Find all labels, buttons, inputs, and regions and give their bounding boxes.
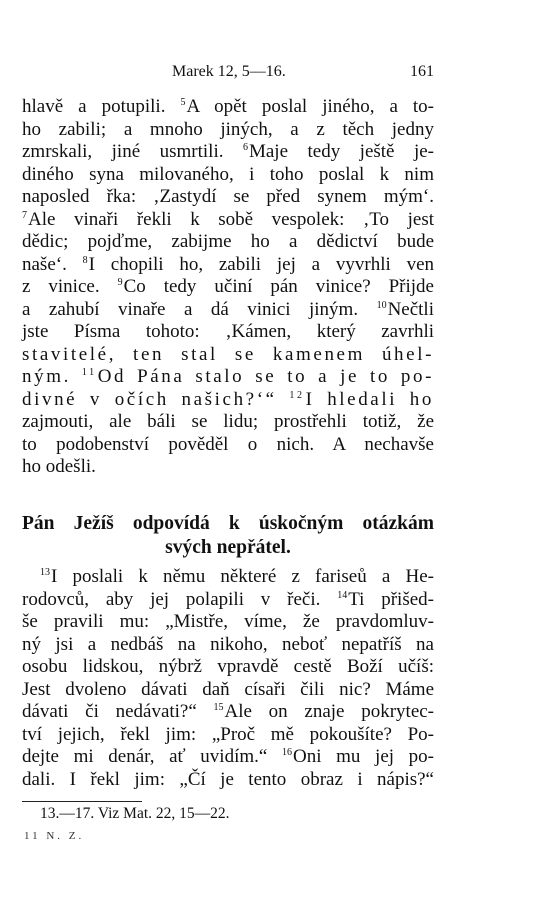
text-line [22,456,434,479]
text-run: Maje tedy ještě je- [248,141,435,162]
footnote-rule [22,801,142,802]
text-line [22,321,434,344]
text-run: Co tedy učiní pán vinice? Přijde [123,276,434,297]
text-run: tví jejich, řekl jim: „Proč mě pokoušíte? Po- [22,723,434,745]
text-run: I chopili ho, zabili jej a vyvrhli ven [88,253,434,275]
text-run: ným. [22,366,82,387]
text-run: A opět poslal jiného, a to- [186,96,434,117]
text-run: osobu lidskou, nýbrž vpravdě cestě Boží učíš: [22,656,434,677]
verse-number: 16 [281,747,292,758]
text-line [22,299,434,322]
page-number: 161 [410,63,434,80]
text-run: zajmouti, ale báli se lidu; prostřehli totiž, že [22,411,434,432]
paragraph-tribute-question [22,566,434,791]
text-line [22,164,434,187]
text-run: to podobenství pověděl o nich. A nechavše [22,433,434,455]
paragraph-parable-vineyard [22,96,434,479]
verse-number: 15 [213,702,224,713]
text-line [22,276,434,299]
verse-number: 5 [180,97,186,108]
text-run: Oni mu jej po- [292,746,434,767]
verse-number: 14 [337,589,348,601]
text-run: dejte mi denár, ať uvidím.“ [22,746,282,767]
text-line [22,231,434,254]
text-run: Nečtli [387,298,434,320]
verse-number: 12 [289,389,305,401]
text-line [22,141,434,164]
text-run: jste Písma tohoto: ‚Kámen, který zavrhli [22,321,434,342]
text-run: hlavě a potupili. [22,96,181,117]
text-run: Ale on znaje pokrytec- [224,701,435,722]
verse-number: 11 [81,367,97,378]
text-run: dali. I řekl jim: „Čí je tento obraz i nápis?“ [22,768,434,790]
text-line [22,366,434,389]
text-line [22,186,434,209]
text-line [22,634,434,657]
text-run: rodovců, aby jej polapili v řeči. [22,588,338,610]
text-line [22,411,434,434]
text-line [22,119,434,142]
text-run: I hledali ho [305,388,434,410]
text-line [22,679,434,702]
text-run: ný jsi a nedbáš na nikoho, neboť nepatříš na [22,633,434,655]
footnote: 13.—17. Viz Mat. 22, 15—22. [40,805,230,822]
text-run: I poslali k němu některé z fariseů a He- [51,566,434,587]
text-run: še pravili mu: „Mistře, víme, že pravdomluv- [22,611,434,632]
section-heading-line-2: svých nepřátel. [165,537,291,558]
text-run: naposled řka: ‚Zastydí se před synem mým‘. [22,186,434,207]
text-run: z vinice. [22,276,118,297]
verse-number: 8 [82,254,88,266]
text-line [22,254,434,277]
text-line [22,566,434,589]
text-run: naše‘. [22,253,83,275]
text-line [22,746,434,769]
text-run: dávati či nedávati?“ [22,701,214,722]
text-run: ho zabili; a mnoho jiných, a z těch jedny [22,118,434,140]
text-run: stavitelé, ten stal se kamenem úhel- [22,343,434,365]
printer-signature: 11 N. Z. [24,830,85,842]
text-line [22,589,434,612]
text-run: a zahubí vinaře a dá vinici jiným. [22,298,377,320]
text-run: Jest dvoleno dávati daň císaři čili nic? Máme [22,678,434,700]
text-line [22,769,434,792]
text-line [22,209,434,232]
text-line [22,344,434,367]
text-run: diného syna milovaného, i toho poslal k nim [22,163,434,185]
text-line [22,389,434,412]
verse-number: 9 [117,277,123,288]
text-line [22,96,434,119]
text-line [22,724,434,747]
verse-number: 10 [376,299,387,311]
section-heading-line-1: Pán Ježíš odpovídá k úskočným otázkám [22,513,434,534]
text-line [22,701,434,724]
text-run: divné v očích našich?‘“ [22,388,290,410]
text-line [22,434,434,457]
verse-number: 13 [40,567,50,578]
text-run: dědic; pojďme, zabijme ho a dědictví bude [22,231,434,252]
text-run: Ale vinaři řekli k sobě vespolek: ‚To jest [28,208,434,230]
text-line [22,656,434,679]
text-run: zmrskali, jiné usmrtili. [22,141,243,162]
text-run: Od Pána stalo se to a je to po- [97,366,435,387]
section-heading [22,512,434,560]
verse-number: 6 [242,142,248,153]
running-title: Marek 12, 5—16. [172,63,286,80]
text-run: Ti přišed- [348,588,434,610]
text-run: ho odešli. [22,456,96,477]
text-line [22,611,434,634]
verse-number: 7 [22,209,27,221]
